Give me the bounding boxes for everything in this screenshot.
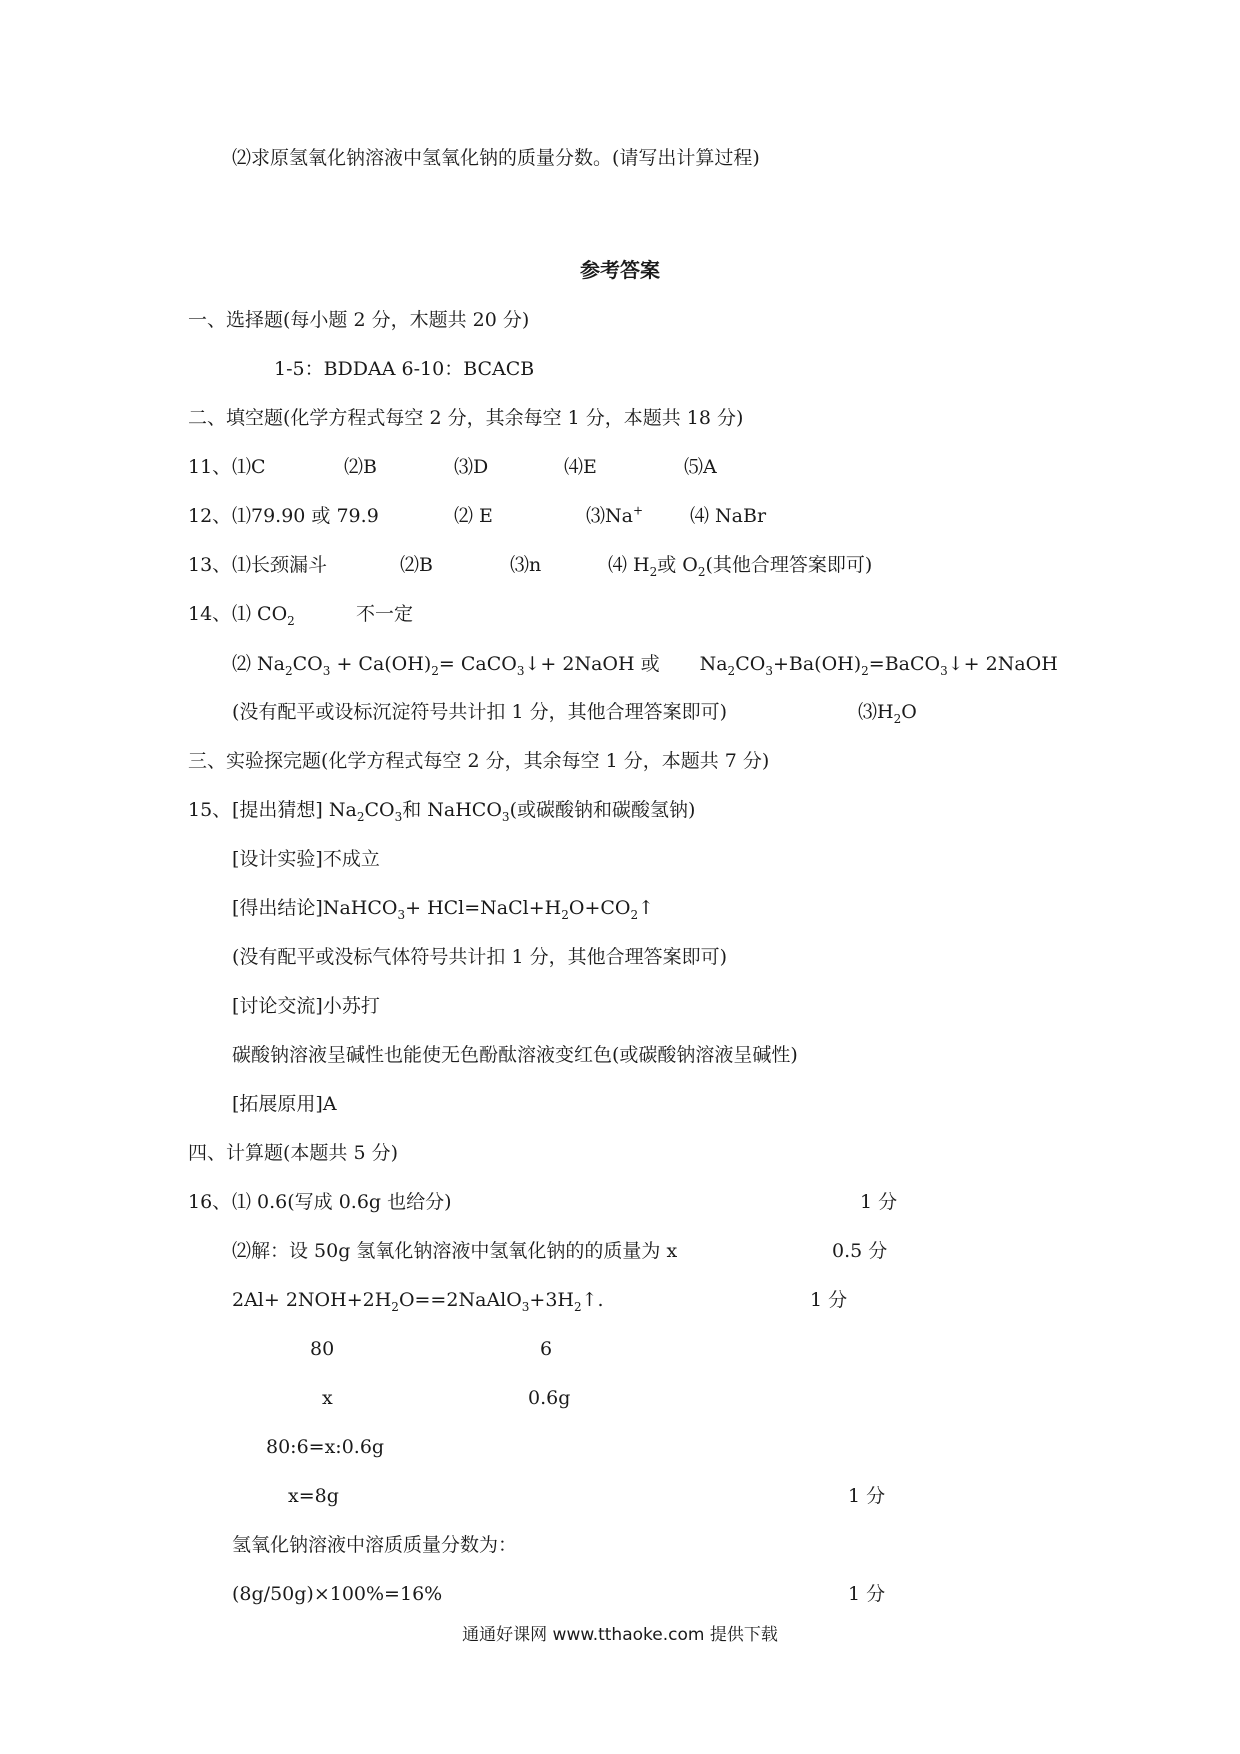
section-1-heading: 一、选择题(每小题 2 分，木题共 20 分)	[188, 309, 530, 331]
q11-answer-5: ⑸A	[684, 456, 717, 478]
q15-hypothesis: [提出猜想] $Na_2CO_3$和 NaHCO$_3$(或碳酸钠和碳酸氢钠)	[232, 799, 696, 824]
q15-design: [设计实验]不成立	[232, 848, 380, 870]
question-fragment: ⑵求原氢氧化钠溶液中氢氧化钠的质量分数。(请写出计算过程)	[232, 147, 760, 169]
q16-proportion: 80:6=x:0.6g	[266, 1436, 385, 1458]
q14-number: 14、	[188, 603, 232, 625]
answer-title: 参考答案	[580, 258, 660, 282]
q16-ratio-bottom-right: 0.6g	[528, 1387, 571, 1409]
q16-equation: $2Al+ 2NOH+2H_2O==2NaAlO_3+3H_2↑$.	[232, 1289, 604, 1314]
q16-setup-points: 0.5 分	[832, 1240, 888, 1262]
q12-number: 12、	[188, 505, 232, 527]
q16-fraction-points: 1 分	[848, 1583, 886, 1605]
q16-result-points: 1 分	[848, 1485, 886, 1507]
section-4-heading: 四、计算题(本题共 5 分)	[188, 1142, 398, 1164]
q11-answer-3: ⑶D	[454, 456, 489, 478]
footer-credit: 通通好课网 www.tthaoke.com 提供下载	[462, 1625, 778, 1645]
q12-answer-1: ⑴79.90 或 79.9	[232, 505, 379, 527]
q14-answer-1-note: 不一定	[356, 603, 414, 625]
q14-answer-3: $⑶H_2O$	[858, 701, 917, 726]
q16-fraction-value: (8g/50g)×100%=16%	[232, 1583, 443, 1605]
q16-ratio-top-left: 80	[310, 1338, 335, 1360]
q16-result: x=8g	[288, 1485, 339, 1507]
q11-answer-2: ⑵B	[344, 456, 377, 478]
section-3-heading: 三、实验探完题(化学方程式每空 2 分，其余每空 1 分，本题共 7 分)	[188, 750, 770, 772]
q16-equation-points: 1 分	[810, 1289, 848, 1311]
section-2-heading: 二、填空题(化学方程式每空 2 分，其余每空 1 分，本题共 18 分)	[188, 407, 744, 429]
q15-number: 15、	[188, 799, 232, 821]
q16-number: 16、	[188, 1191, 232, 1213]
section-1-answers: 1-5：BDDAA 6-10：BCACB	[274, 358, 535, 380]
q15-explanation: 碳酸钠溶液呈碱性也能使无色酚酞溶液变红色(或碳酸钠溶液呈碱性)	[232, 1044, 798, 1066]
q12-answer-4: ⑷ NaBr	[690, 505, 767, 527]
q13-answer-4: ⑷ $H_2$或 $O_2$(其他合理答案即可)	[608, 554, 873, 579]
q13-answer-3: ⑶n	[510, 554, 542, 576]
q14-answer-1: ⑴ $CO_2$	[232, 603, 295, 628]
q16-ratio-bottom-left: x	[322, 1387, 333, 1409]
q15-extension: [拓展原用]A	[232, 1093, 337, 1115]
q15-discussion: [讨论交流]小苏打	[232, 995, 380, 1017]
q16-setup: ⑵解：设 50g 氢氧化钠溶液中氢氧化钠的的质量为 x	[232, 1240, 678, 1262]
q16-fraction-label: 氢氧化钠溶液中溶质质量分数为：	[232, 1534, 518, 1556]
q11-answer-4: ⑷E	[564, 456, 597, 478]
q14-equation: ⑵ $Na_2CO_3 + Ca(OH)_2=$ CaCO$_3$↓+ 2NaOH 或 $Na_2CO_3+Ba(OH)_2=BaCO_3↓+$ 2NaOH	[232, 653, 1058, 678]
q15-conclusion: [得出结论]NaHCO$_3$+ $HCl=NaCl+H_2O+CO_2↑$	[232, 897, 655, 922]
q16-answer-1-points: 1 分	[860, 1191, 898, 1213]
q14-note: (没有配平或设标沉淀符号共计扣 1 分，其他合理答案即可)	[232, 701, 727, 723]
q15-note: (没有配平或没标气体符号共计扣 1 分，其他合理答案即可)	[232, 946, 727, 968]
q13-number: 13、	[188, 554, 232, 576]
q12-answer-2: ⑵ E	[454, 505, 493, 527]
q11-number: 11、	[188, 456, 232, 478]
q13-answer-1: ⑴长颈漏斗	[232, 554, 328, 576]
q11-answer-1: ⑴C	[232, 456, 266, 478]
q13-answer-2: ⑵B	[400, 554, 433, 576]
q12-answer-3: ⑶Na+	[586, 503, 644, 527]
q16-ratio-top-right: 6	[540, 1338, 553, 1360]
q16-answer-1: ⑴ 0.6(写成 0.6g 也给分)	[232, 1191, 452, 1213]
